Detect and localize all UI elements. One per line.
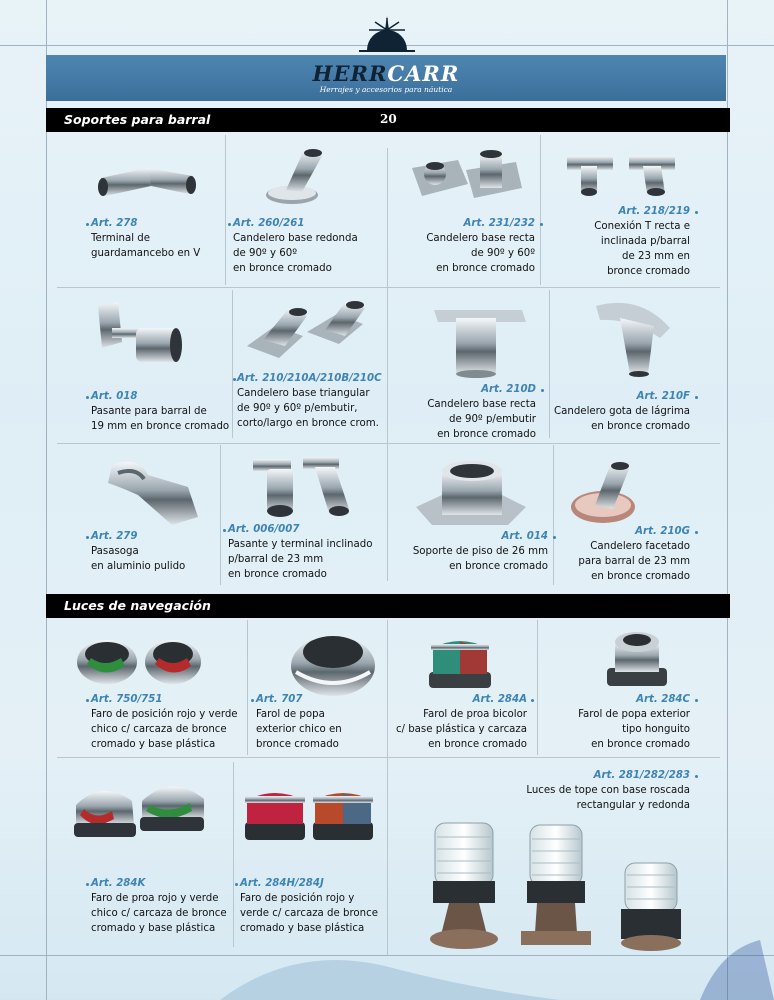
art-number: Art. 707	[256, 694, 303, 705]
product-image-284H	[243, 786, 378, 844]
art-number: Art. 210F	[636, 391, 690, 402]
bullet-dot	[235, 883, 238, 886]
brand-banner	[46, 55, 726, 101]
desc-line: Soporte de piso de 26 mm	[412, 546, 548, 557]
brand-name	[46, 61, 726, 86]
product-218	[550, 204, 690, 279]
grid-divider	[540, 135, 541, 285]
art-number: Art. 278	[91, 218, 138, 229]
desc-line: corto/largo en bronce crom.	[237, 418, 379, 429]
product-014	[395, 529, 548, 574]
art-number: Art. 750/751	[91, 694, 163, 705]
desc-line: Candelero base recta	[427, 399, 536, 410]
art-number: Art. 018	[91, 391, 138, 402]
bullet-dot	[695, 699, 698, 702]
product-image-279	[98, 455, 208, 530]
desc-line: Faro de proa rojo y verde	[91, 893, 219, 904]
product-284C	[555, 692, 690, 752]
product-231	[390, 216, 535, 276]
product-image-006	[245, 453, 365, 523]
bullet-dot	[695, 775, 698, 778]
product-279	[91, 529, 216, 574]
brand-name-part2: CARR	[387, 61, 460, 86]
product-image-284A	[425, 632, 495, 692]
desc-line: Candelero base redonda	[233, 233, 358, 244]
desc-line: de 90º y 60º	[470, 248, 535, 259]
desc-line: Candelero gota de lágrima	[554, 406, 690, 417]
product-210	[237, 371, 387, 431]
art-number: Art. 006/007	[228, 524, 300, 535]
grid-divider	[57, 757, 720, 758]
desc-line: en bronce cromado	[233, 263, 332, 274]
art-number: Art. 284K	[91, 878, 146, 889]
bullet-dot	[86, 699, 89, 702]
product-210D	[395, 382, 536, 442]
product-image-284C	[605, 628, 670, 690]
bullet-dot	[695, 531, 698, 534]
bullet-dot	[251, 699, 254, 702]
art-number: Art. 218/219	[618, 206, 690, 217]
grid-divider	[232, 290, 233, 438]
desc-line: en bronce cromado	[449, 561, 548, 572]
desc-line: exterior chico en	[256, 724, 342, 735]
art-number: Art. 210D	[481, 384, 536, 395]
product-image-707	[288, 624, 378, 699]
product-260	[233, 216, 383, 276]
desc-line: Terminal de	[91, 233, 151, 244]
desc-line: c/ base plástica y carcaza	[395, 724, 527, 735]
section-title: Soportes para barral	[64, 112, 211, 127]
grid-divider	[549, 290, 550, 438]
desc-line: verde c/ carcaza de bronce	[240, 908, 378, 919]
desc-line: Farol de popa exterior	[578, 709, 690, 720]
art-number: Art. 210/210A/210B/210C	[237, 373, 382, 384]
bullet-dot	[540, 223, 543, 226]
desc-line: tipo honguito	[622, 724, 690, 735]
grid-divider	[387, 620, 388, 955]
bullet-dot	[531, 699, 534, 702]
desc-line: 19 mm en bronce cromado	[91, 421, 230, 432]
desc-line: Farol de popa	[256, 709, 325, 720]
desc-line: cromado y base plástica	[240, 923, 365, 934]
art-number: Art. 210G	[635, 526, 690, 537]
water-splash-decoration	[0, 930, 774, 1000]
bullet-dot	[228, 223, 231, 226]
desc-line: en bronce cromado	[437, 429, 536, 440]
grid-divider	[220, 445, 221, 585]
bullet-dot	[223, 529, 226, 532]
art-number: Art. 231/232	[463, 218, 535, 229]
desc-line: Luces de tope con base roscada	[526, 785, 690, 796]
section-header-soportes	[46, 108, 730, 132]
desc-line: bronce cromado	[256, 739, 339, 750]
bullet-dot	[86, 536, 89, 539]
desc-line: Conexión T recta e	[594, 221, 690, 232]
section-title: Luces de navegación	[64, 598, 211, 613]
product-750	[91, 692, 251, 752]
desc-line: de 23 mm en	[622, 251, 690, 262]
desc-line: guardamancebo en V	[91, 248, 201, 259]
desc-line: en bronce cromado	[228, 569, 327, 580]
product-284H	[240, 876, 385, 936]
desc-line: chico c/ carcaza de bronce	[91, 908, 227, 919]
brand-name-part1: HERR	[312, 61, 388, 86]
product-image-260	[262, 140, 332, 210]
grid-divider	[537, 620, 538, 755]
desc-line: rectangular y redonda	[576, 800, 690, 811]
page-number: 20	[380, 112, 397, 126]
desc-line: cromado y base plástica	[91, 739, 216, 750]
product-018	[91, 389, 231, 434]
product-278	[91, 216, 221, 261]
desc-line: Candelero base recta	[426, 233, 535, 244]
desc-line: Farol de proa bicolor	[423, 709, 527, 720]
product-210G	[560, 524, 690, 584]
art-number: Art. 284A	[472, 694, 527, 705]
bullet-dot	[541, 389, 544, 392]
product-image-231	[410, 148, 525, 208]
art-number: Art. 284C	[636, 694, 690, 705]
desc-line: Faro de posición rojo y verde	[91, 709, 238, 720]
product-image-218	[565, 150, 680, 200]
product-image-284K	[72, 775, 207, 845]
guide-right	[727, 0, 728, 1000]
art-number: Art. 014	[501, 531, 548, 542]
bullet-dot	[86, 883, 89, 886]
art-number: Art. 281/282/283	[593, 770, 690, 781]
desc-line: de 90º y 60º p/embutir,	[237, 403, 358, 414]
brand-tagline: Herrajes y accesorios para náutica	[319, 85, 453, 94]
product-image-014	[412, 455, 532, 535]
grid-divider	[387, 148, 388, 581]
desc-line: en bronce cromado	[591, 739, 690, 750]
desc-line: Pasasoga	[91, 546, 139, 557]
desc-line: en bronce cromado	[591, 571, 690, 582]
product-006	[228, 522, 383, 582]
desc-line: p/barral de 23 mm	[228, 554, 324, 565]
bullet-dot	[695, 211, 698, 214]
desc-line: de 90º y 60º	[233, 248, 298, 259]
desc-line: Candelero base triangular	[237, 388, 370, 399]
desc-line: Pasante y terminal inclinado	[228, 539, 373, 550]
desc-line: inclinada p/barral	[600, 236, 690, 247]
desc-line: Faro de posición rojo y	[240, 893, 355, 904]
compass-logo-icon	[357, 16, 417, 54]
grid-divider	[57, 287, 720, 288]
bullet-dot	[86, 396, 89, 399]
product-281	[520, 768, 690, 813]
desc-line: de 90º p/embutir	[448, 414, 536, 425]
product-image-210G	[567, 455, 647, 530]
grid-divider	[553, 445, 554, 585]
desc-line: chico c/ carcaza de bronce	[91, 724, 227, 735]
grid-divider	[57, 443, 720, 444]
desc-line: bronce cromado	[607, 266, 690, 277]
desc-line: en bronce cromado	[428, 739, 527, 750]
guide-left	[46, 0, 47, 1000]
bullet-dot	[233, 378, 236, 381]
bullet-dot	[86, 223, 89, 226]
product-284A	[390, 692, 527, 752]
art-number: Art. 279	[91, 531, 138, 542]
product-284K	[91, 876, 236, 936]
product-image-210	[245, 296, 385, 366]
product-image-278	[95, 150, 205, 210]
product-707	[256, 692, 376, 752]
desc-line: para barral de 23 mm	[578, 556, 690, 567]
product-image-018	[88, 298, 188, 378]
product-image-750	[75, 632, 205, 687]
desc-line: cromado y base plástica	[91, 923, 216, 934]
bullet-dot	[553, 536, 556, 539]
desc-line: en bronce cromado	[436, 263, 535, 274]
product-image-210D	[430, 300, 530, 378]
desc-line: Candelero facetado	[590, 541, 690, 552]
product-image-210F	[590, 298, 685, 378]
desc-line: en bronce cromado	[591, 421, 690, 432]
desc-line: en aluminio pulido	[91, 561, 186, 572]
section-header-luces	[46, 594, 730, 618]
art-number: Art. 260/261	[233, 218, 305, 229]
product-210F	[552, 389, 690, 434]
bullet-dot	[695, 396, 698, 399]
grid-divider	[225, 135, 226, 285]
desc-line: Pasante para barral de	[91, 406, 207, 417]
art-number: Art. 284H/284J	[240, 878, 324, 889]
